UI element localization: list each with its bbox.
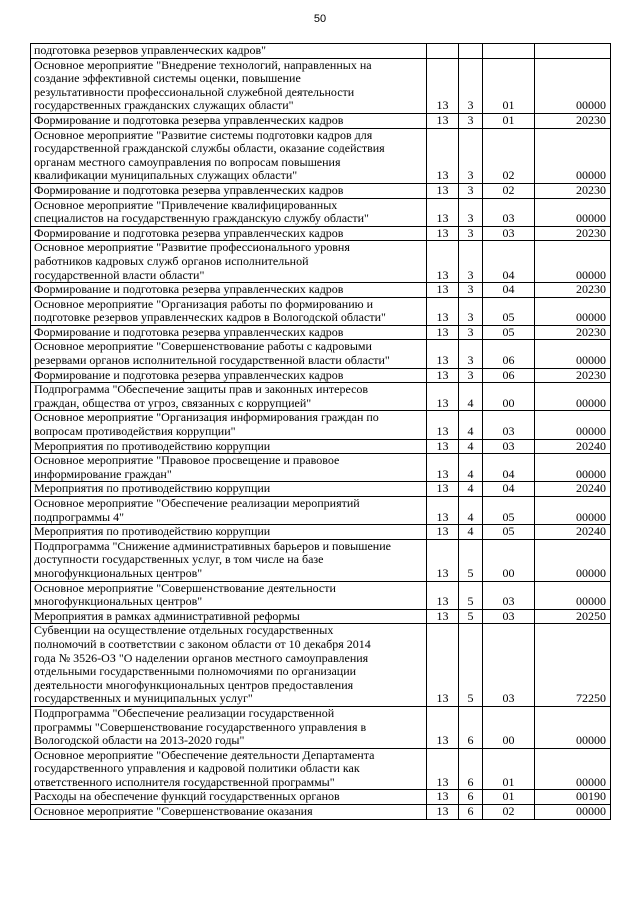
- row-name-cell: Субвенции на осуществление отдельных государственных полномочий в соответствии с законом области от 10 декабря 2014 года № 3526-ОЗ "О наделении органов местного самоуправления отдельными государственными полномочиями по организации деятельности многофункциональных центров предоставления государственных и муниципальных услуг": [31, 624, 427, 707]
- row-program-cell: 4: [459, 439, 483, 454]
- row-section-cell: 13: [427, 58, 459, 113]
- row-name-cell: Основное мероприятие "Привлечение квалифицированных специалистов на государственную гражданскую службу области": [31, 198, 427, 226]
- row-program-cell: [459, 44, 483, 59]
- row-name-cell: Формирование и подготовка резерва управленческих кадров: [31, 368, 427, 383]
- row-program-cell: 6: [459, 790, 483, 805]
- row-program-cell: 3: [459, 58, 483, 113]
- row-direction-cell: 20230: [535, 183, 611, 198]
- row-section-cell: 13: [427, 340, 459, 368]
- row-direction-cell: 20230: [535, 368, 611, 383]
- row-program-cell: 3: [459, 183, 483, 198]
- row-program-cell: 6: [459, 805, 483, 820]
- row-program-cell: 4: [459, 525, 483, 540]
- row-program-cell: 3: [459, 325, 483, 340]
- row-program-cell: 4: [459, 497, 483, 525]
- row-event-cell: 05: [483, 325, 535, 340]
- row-event-cell: 06: [483, 368, 535, 383]
- row-name-cell: Мероприятия в рамках административной реформы: [31, 609, 427, 624]
- table-row: [31, 383, 611, 411]
- row-program-cell: 3: [459, 368, 483, 383]
- row-section-cell: 13: [427, 439, 459, 454]
- row-name-cell: Основное мероприятие "Организация работы по формированию и подготовке резервов управленческих кадров в Вологодской области": [31, 297, 427, 325]
- row-section-cell: 13: [427, 790, 459, 805]
- row-event-cell: 04: [483, 482, 535, 497]
- row-direction-cell: 00000: [535, 297, 611, 325]
- row-event-cell: 00: [483, 706, 535, 748]
- row-name-cell: Формирование и подготовка резерва управленческих кадров: [31, 183, 427, 198]
- row-section-cell: 13: [427, 368, 459, 383]
- row-section-cell: 13: [427, 325, 459, 340]
- row-section-cell: 13: [427, 581, 459, 609]
- table-row: [31, 805, 611, 820]
- table-row: [31, 340, 611, 368]
- row-section-cell: 13: [427, 183, 459, 198]
- row-direction-cell: 00190: [535, 790, 611, 805]
- row-direction-cell: [535, 44, 611, 59]
- row-direction-cell: 00000: [535, 497, 611, 525]
- row-program-cell: 4: [459, 454, 483, 482]
- row-section-cell: 13: [427, 198, 459, 226]
- row-event-cell: 01: [483, 113, 535, 128]
- row-event-cell: 06: [483, 340, 535, 368]
- row-section-cell: 13: [427, 609, 459, 624]
- table-row: [31, 581, 611, 609]
- row-name-cell: Подпрограмма "Обеспечение реализации государственной программы "Совершенствование государственного управления в Вологодской области на 2013-2020 годы": [31, 706, 427, 748]
- row-section-cell: 13: [427, 113, 459, 128]
- row-event-cell: 04: [483, 241, 535, 283]
- row-program-cell: 3: [459, 340, 483, 368]
- row-section-cell: 13: [427, 128, 459, 183]
- row-direction-cell: 20240: [535, 439, 611, 454]
- row-section-cell: [427, 44, 459, 59]
- row-program-cell: 4: [459, 411, 483, 439]
- row-section-cell: 13: [427, 283, 459, 298]
- table-row: [31, 113, 611, 128]
- row-name-cell: Основное мероприятие "Развитие профессионального уровня работников кадровых служб органов исполнительной государственной власти области": [31, 241, 427, 283]
- row-name-cell: Формирование и подготовка резерва управленческих кадров: [31, 325, 427, 340]
- row-event-cell: 05: [483, 525, 535, 540]
- table-row: [31, 325, 611, 340]
- row-name-cell: подготовка резервов управленческих кадров": [31, 44, 427, 59]
- row-event-cell: 04: [483, 283, 535, 298]
- row-name-cell: Основное мероприятие "Внедрение технологий, направленных на создание эффективной системы оценки, повышение результативности профессиональной служебной деятельности государственных гражданских служащих области": [31, 58, 427, 113]
- page-number: 50: [313, 13, 327, 25]
- table-row: [31, 482, 611, 497]
- row-program-cell: 3: [459, 241, 483, 283]
- row-name-cell: Мероприятия по противодействию коррупции: [31, 439, 427, 454]
- row-program-cell: 5: [459, 539, 483, 581]
- table-row: [31, 368, 611, 383]
- row-section-cell: 13: [427, 297, 459, 325]
- row-event-cell: 05: [483, 497, 535, 525]
- row-direction-cell: 20230: [535, 113, 611, 128]
- row-program-cell: 5: [459, 581, 483, 609]
- row-direction-cell: 20240: [535, 482, 611, 497]
- table-row: [31, 198, 611, 226]
- row-name-cell: Основное мероприятие "Совершенствование работы с кадровыми резервами органов исполнительной государственной власти области": [31, 340, 427, 368]
- row-section-cell: 13: [427, 241, 459, 283]
- row-program-cell: 5: [459, 624, 483, 707]
- row-direction-cell: 20230: [535, 283, 611, 298]
- row-section-cell: 13: [427, 525, 459, 540]
- row-event-cell: [483, 44, 535, 59]
- row-program-cell: 3: [459, 226, 483, 241]
- row-direction-cell: 00000: [535, 383, 611, 411]
- row-program-cell: 3: [459, 198, 483, 226]
- row-direction-cell: 00000: [535, 198, 611, 226]
- row-direction-cell: 20230: [535, 325, 611, 340]
- row-name-cell: Мероприятия по противодействию коррупции: [31, 525, 427, 540]
- table-row: [31, 624, 611, 707]
- row-program-cell: 3: [459, 128, 483, 183]
- row-section-cell: 13: [427, 706, 459, 748]
- row-section-cell: 13: [427, 226, 459, 241]
- row-direction-cell: 00000: [535, 340, 611, 368]
- row-direction-cell: 00000: [535, 241, 611, 283]
- row-event-cell: 01: [483, 748, 535, 790]
- table-row: [31, 283, 611, 298]
- row-name-cell: Формирование и подготовка резерва управленческих кадров: [31, 226, 427, 241]
- row-name-cell: Подпрограмма "Обеспечение защиты прав и законных интересов граждан, общества от угроз, связанных с коррупцией": [31, 383, 427, 411]
- row-section-cell: 13: [427, 383, 459, 411]
- row-name-cell: Основное мероприятие "Организация информирования граждан по вопросам противодействия коррупции": [31, 411, 427, 439]
- table-row: [31, 706, 611, 748]
- row-name-cell: Основное мероприятие "Совершенствование деятельности многофункциональных центров": [31, 581, 427, 609]
- row-event-cell: 05: [483, 297, 535, 325]
- row-direction-cell: 00000: [535, 581, 611, 609]
- table-row: [31, 297, 611, 325]
- row-direction-cell: 00000: [535, 454, 611, 482]
- row-event-cell: 03: [483, 581, 535, 609]
- row-event-cell: 03: [483, 609, 535, 624]
- row-direction-cell: 72250: [535, 624, 611, 707]
- row-event-cell: 03: [483, 411, 535, 439]
- row-section-cell: 13: [427, 624, 459, 707]
- table-row: [31, 790, 611, 805]
- row-event-cell: 03: [483, 624, 535, 707]
- row-event-cell: 03: [483, 439, 535, 454]
- table-row: [31, 44, 611, 59]
- row-event-cell: 00: [483, 383, 535, 411]
- row-section-cell: 13: [427, 497, 459, 525]
- row-event-cell: 00: [483, 539, 535, 581]
- table-body: [31, 44, 611, 820]
- row-program-cell: 3: [459, 113, 483, 128]
- row-event-cell: 02: [483, 128, 535, 183]
- row-direction-cell: 00000: [535, 128, 611, 183]
- row-event-cell: 02: [483, 183, 535, 198]
- row-program-cell: 6: [459, 748, 483, 790]
- row-program-cell: 3: [459, 297, 483, 325]
- row-event-cell: 01: [483, 790, 535, 805]
- table-row: [31, 748, 611, 790]
- row-section-cell: 13: [427, 539, 459, 581]
- row-event-cell: 03: [483, 198, 535, 226]
- table-row: [31, 525, 611, 540]
- table-row: [31, 128, 611, 183]
- table-row: [31, 439, 611, 454]
- row-direction-cell: 00000: [535, 411, 611, 439]
- row-name-cell: Основное мероприятие "Обеспечение деятельности Департамента государственного управления и кадровой политики области как ответственного исполнителя государственной программы": [31, 748, 427, 790]
- row-program-cell: 5: [459, 609, 483, 624]
- row-name-cell: Мероприятия по противодействию коррупции: [31, 482, 427, 497]
- row-direction-cell: 00000: [535, 58, 611, 113]
- row-section-cell: 13: [427, 748, 459, 790]
- row-name-cell: Основное мероприятие "Правовое просвещение и правовое информирование граждан": [31, 454, 427, 482]
- row-direction-cell: 00000: [535, 706, 611, 748]
- row-direction-cell: 20240: [535, 525, 611, 540]
- table-row: [31, 58, 611, 113]
- table-row: [31, 497, 611, 525]
- table-row: [31, 226, 611, 241]
- row-name-cell: Основное мероприятие "Совершенствование оказания: [31, 805, 427, 820]
- table-row: [31, 454, 611, 482]
- table-row: [31, 241, 611, 283]
- row-program-cell: 6: [459, 706, 483, 748]
- row-section-cell: 13: [427, 454, 459, 482]
- row-event-cell: 01: [483, 58, 535, 113]
- row-event-cell: 02: [483, 805, 535, 820]
- row-direction-cell: 00000: [535, 539, 611, 581]
- row-name-cell: Формирование и подготовка резерва управленческих кадров: [31, 283, 427, 298]
- row-event-cell: 03: [483, 226, 535, 241]
- row-section-cell: 13: [427, 805, 459, 820]
- table-row: [31, 411, 611, 439]
- row-direction-cell: 00000: [535, 748, 611, 790]
- row-name-cell: Основное мероприятие "Развитие системы подготовки кадров для государственной гражданской службы области, оказание содействия органам местного самоуправления по вопросам повышения квалификации муниципальных служащих области": [31, 128, 427, 183]
- row-name-cell: Расходы на обеспечение функций государственных органов: [31, 790, 427, 805]
- row-direction-cell: 20250: [535, 609, 611, 624]
- budget-table: [30, 43, 611, 820]
- table-row: [31, 183, 611, 198]
- row-program-cell: 4: [459, 383, 483, 411]
- row-name-cell: Основное мероприятие "Обеспечение реализации мероприятий подпрограммы 4": [31, 497, 427, 525]
- row-name-cell: Формирование и подготовка резерва управленческих кадров: [31, 113, 427, 128]
- row-direction-cell: 00000: [535, 805, 611, 820]
- row-name-cell: Подпрограмма "Снижение административных барьеров и повышение доступности государственных услуг, в том числе на базе многофункциональных центров": [31, 539, 427, 581]
- row-section-cell: 13: [427, 411, 459, 439]
- row-program-cell: 4: [459, 482, 483, 497]
- row-direction-cell: 20230: [535, 226, 611, 241]
- row-section-cell: 13: [427, 482, 459, 497]
- table-row: [31, 539, 611, 581]
- row-program-cell: 3: [459, 283, 483, 298]
- table-row: [31, 609, 611, 624]
- row-event-cell: 04: [483, 454, 535, 482]
